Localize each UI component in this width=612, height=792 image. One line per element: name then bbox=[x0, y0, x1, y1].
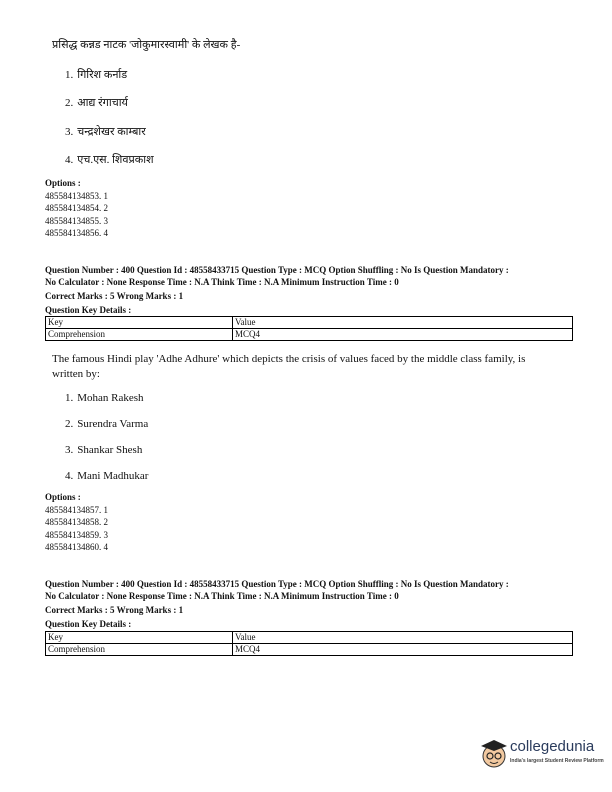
table-row bbox=[46, 632, 573, 644]
choice-label: Surendra Varma bbox=[77, 418, 149, 430]
marks-line: Correct Marks : 5 Wrong Marks : 1 bbox=[45, 291, 184, 301]
choice-number: 2. bbox=[65, 418, 74, 430]
option-id: 485584134856. 4 bbox=[45, 228, 108, 238]
choice-2 bbox=[65, 418, 148, 430]
table-row bbox=[46, 329, 573, 341]
option-id: 485584134853. 1 bbox=[45, 190, 108, 201]
choice-number: 2. bbox=[65, 97, 74, 109]
question-line: written by: bbox=[52, 368, 100, 380]
choice-1 bbox=[65, 67, 127, 82]
choice-3 bbox=[65, 444, 142, 456]
options-label: Options : bbox=[45, 178, 81, 188]
meta-line: No Calculator : None Response Time : N.A Think Time : N.A Minimum Instruction Time : 0 bbox=[45, 277, 399, 287]
table-header: Key bbox=[46, 632, 233, 644]
meta-line: Question Number : 400 Question Id : 48558433715 Question Type : MCQ Option Shuffling : No Is Question Mandatory : bbox=[45, 265, 509, 275]
choice-label: गिरिश कर्नाड bbox=[77, 69, 128, 81]
table-row bbox=[46, 317, 573, 329]
choice-number: 1. bbox=[65, 69, 74, 81]
choice-label: एच.एस. शिवप्रकाश bbox=[77, 154, 154, 166]
question-text-hindi: प्रसिद्ध कन्नड नाटक 'जोकुमारस्वामी' के लेखक है- bbox=[52, 39, 241, 51]
table-cell: MCQ4 bbox=[233, 644, 573, 656]
key-table bbox=[45, 316, 573, 341]
question-text-english bbox=[52, 352, 525, 382]
table-header: Value bbox=[233, 317, 573, 329]
choice-number: 3. bbox=[65, 444, 74, 456]
choice-number: 1. bbox=[65, 392, 74, 404]
choice-2 bbox=[65, 95, 128, 110]
key-details-label: Question Key Details : bbox=[45, 619, 132, 629]
table-cell: Comprehension bbox=[46, 644, 233, 656]
option-id: 485584134859. 3 bbox=[45, 529, 108, 540]
option-id: 485584134860. 4 bbox=[45, 542, 108, 552]
logo-name: collegedunia bbox=[510, 738, 595, 755]
key-details-label: Question Key Details : bbox=[45, 305, 132, 315]
table-cell: MCQ4 bbox=[233, 329, 573, 341]
choice-label: चन्द्रशेखर काम्बार bbox=[77, 126, 146, 138]
choice-label: Mani Madhukar bbox=[77, 470, 149, 482]
choice-label: Mohan Rakesh bbox=[77, 392, 144, 404]
meta-line: Question Number : 400 Question Id : 48558433715 Question Type : MCQ Option Shuffling : No Is Question Mandatory : bbox=[45, 579, 509, 589]
choice-3 bbox=[65, 124, 146, 139]
option-id: 485584134855. 3 bbox=[45, 215, 108, 226]
option-id: 485584134854. 2 bbox=[45, 203, 108, 213]
question-meta bbox=[45, 578, 585, 630]
options-list bbox=[45, 177, 585, 240]
options-list bbox=[45, 491, 585, 554]
choice-number: 4. bbox=[65, 154, 74, 166]
choice-4 bbox=[65, 470, 148, 482]
key-table bbox=[45, 631, 573, 656]
table-cell: Comprehension bbox=[46, 329, 233, 341]
choice-4 bbox=[65, 152, 154, 167]
table-header: Key bbox=[46, 317, 233, 329]
option-id: 485584134858. 2 bbox=[45, 517, 108, 527]
table-header: Value bbox=[233, 632, 573, 644]
marks-line: Correct Marks : 5 Wrong Marks : 1 bbox=[45, 605, 184, 615]
choice-number: 3. bbox=[65, 126, 74, 138]
options-label: Options : bbox=[45, 492, 81, 502]
logo-tagline: India's largest Student Review Platform bbox=[510, 758, 604, 764]
table-row bbox=[46, 644, 573, 656]
choice-label: Shankar Shesh bbox=[77, 444, 143, 456]
question-meta bbox=[45, 264, 585, 316]
choice-label: आद्य रंगाचार्य bbox=[77, 97, 128, 109]
option-id: 485584134857. 1 bbox=[45, 504, 108, 515]
meta-line: No Calculator : None Response Time : N.A Think Time : N.A Minimum Instruction Time : 0 bbox=[45, 591, 399, 601]
question-line: The famous Hindi play 'Adhe Adhure' which depicts the crisis of values faced by the middle class family, is bbox=[52, 353, 526, 365]
choice-number: 4. bbox=[65, 470, 74, 482]
choice-1 bbox=[65, 392, 144, 404]
